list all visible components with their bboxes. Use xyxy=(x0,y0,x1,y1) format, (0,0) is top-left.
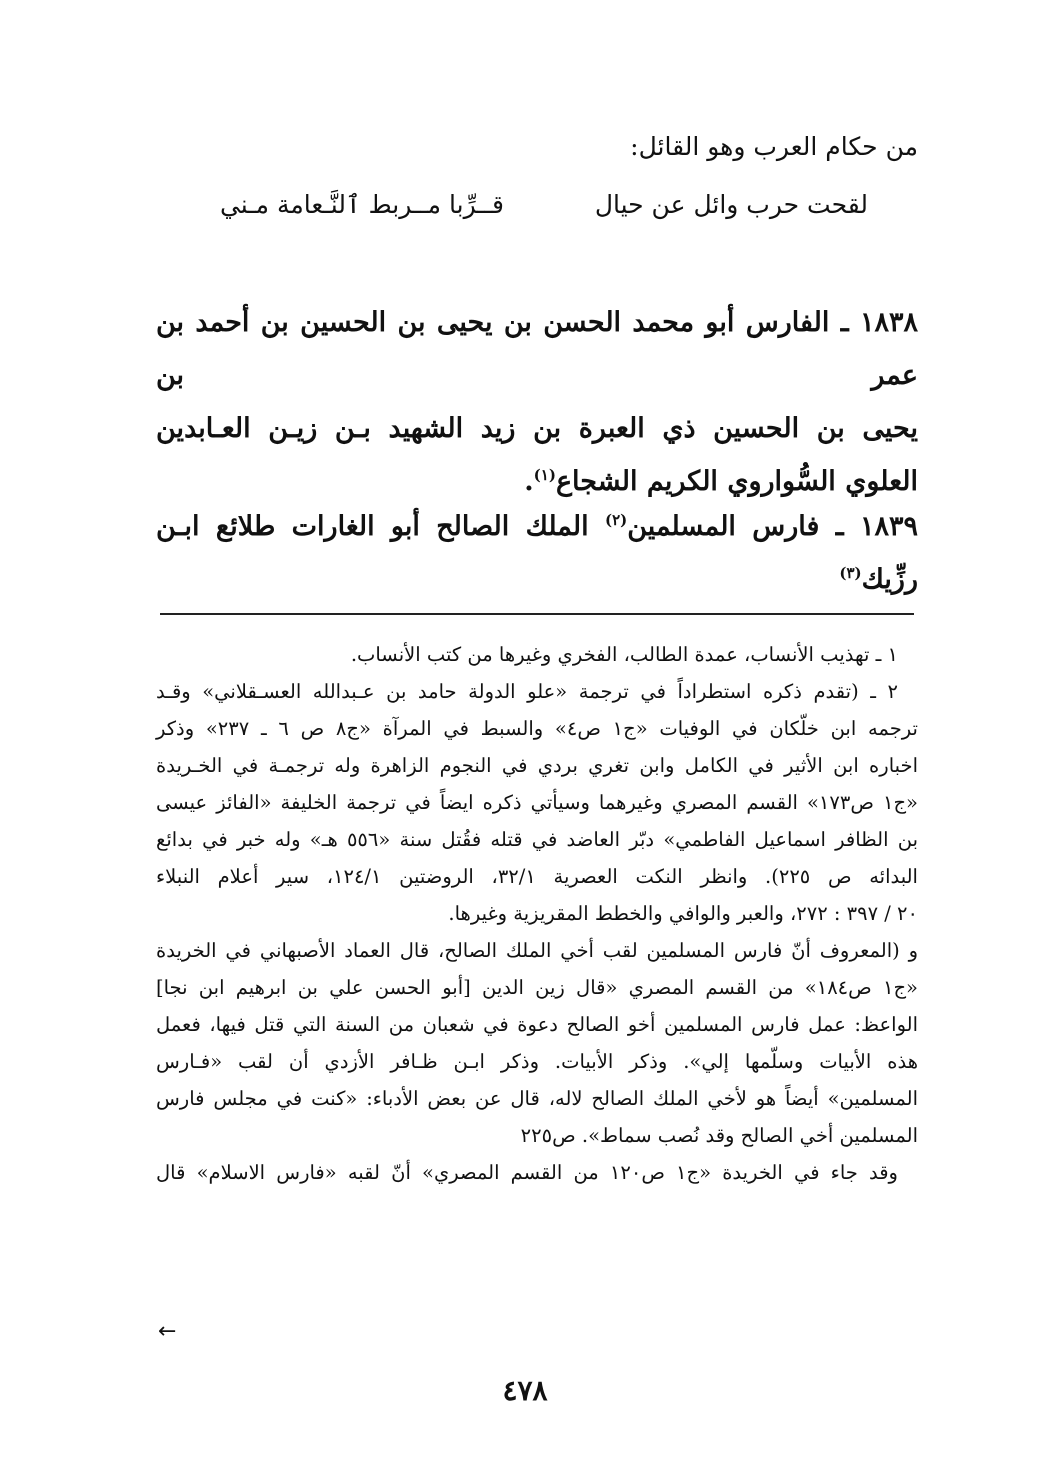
verse-first-hemistich: قــرِّبا مــربط ٱلنَّـعامة مـني xyxy=(219,190,504,219)
footnote-line: المسلمين أخي الصالح وقد نُصب سماط». ص٢٢٥ xyxy=(520,1124,918,1147)
entry-1838 xyxy=(156,296,918,508)
page-number: ٤٧٨ xyxy=(502,1374,548,1407)
footnote-line: «ج١ ص١٧٣» القسم المصري وغيرهما وسيأتي ذكره ايضاً في ترجمة الخليفة «الفائز عيسى xyxy=(156,791,918,814)
continue-arrow-icon: ← xyxy=(158,1319,177,1344)
footnote-line: و (المعروف أنّ فارس المسلمين لقب أخي الملك الصالح، قال العماد الأصبهاني في الخريدة xyxy=(156,939,918,962)
footnote-ref-3: (٣) xyxy=(839,564,862,582)
footnote-line: البدائه ص ٢٢٥). وانظر النكت العصرية ٣٢/١، الروضتين ١٢٤/١، سير أعلام النبلاء xyxy=(156,865,918,888)
footnotes xyxy=(156,636,918,1191)
entry-1839-text-b: الملك الصالح أبو الغارات طلائع ابـن رزِّيك xyxy=(156,511,918,595)
entry-1838-line-2: يحيى بن الحسين ذي العبرة بن زيد الشهيد بـن زيـن العـابدين xyxy=(156,413,918,444)
footnote-line: هذه الأبيات وسلّمها إلي». وذكر الأبيات. وذكر ابـن ظـافر الأزدي أن لقب «فـارس xyxy=(156,1050,918,1073)
entry-1838-line-1: ١٨٣٨ ـ الفارس أبو محمد الحسن بن يحيى بن الحسين بن أحمد بن عمر بن xyxy=(156,307,918,391)
footnote-divider xyxy=(160,613,914,615)
footnote-ref-1: (١) xyxy=(533,466,556,484)
footnote-line: ١ ـ تهذيب الأنساب، عمدة الطالب، الفخري وغيرها من كتب الأنساب. xyxy=(350,643,898,666)
footnote-line: الواعظ: عمل فارس المسلمين أخو الصالح دعوة في شعبان من السنة التي قتل فيها، فعمل xyxy=(156,1013,918,1036)
entry-1839 xyxy=(156,500,918,606)
entry-1839-text-a: ١٨٣٩ ـ فارس المسلمين xyxy=(627,511,918,542)
footnote-line: ٢٠ / ٣٩٧ : ٢٧٢، والعبر والوافي والخطط المقريزية وغيرها. xyxy=(448,902,918,925)
entry-1838-line-3: العلوي السُّواروي الكريم الشجاع$^{(١)}$. xyxy=(524,466,918,497)
intro-line: من حكام العرب وهو القائل: xyxy=(630,132,918,161)
footnote-line: «ج١ ص١٨٤» من القسم المصري «قال زين الدين [أبو الحسن علي بن ابرهيم ابن نجا] xyxy=(156,976,918,999)
footnote-line: المسلمين» أيضاً هو لأخي الملك الصالح لاله، قال عن بعض الأدباء: «كنت في مجلس فارس xyxy=(156,1087,918,1110)
footnote-line: وقد جاء في الخريدة «ج١ ص١٢٠ من القسم المصري» أنّ لقبه «فارس الاسلام» قال xyxy=(156,1161,898,1184)
entry-1839-line xyxy=(156,500,918,606)
verse-second-hemistich: لقحت حرب وائل عن حيال xyxy=(594,190,868,219)
footnote-ref-2: (٢) xyxy=(604,511,628,529)
footnote-line: ٢ ـ (تقدم ذكره استطراداً في ترجمة «علو الدولة حامد بن عـبدالله العسـقلاني» وقـد xyxy=(156,680,898,703)
entry-1838-line-3-text: العلوي السُّواروي الكريم الشجاع xyxy=(555,466,918,497)
footnote-line: اخباره ابن الأثير في الكامل وابن تغري بردي في النجوم الزاهرة وله ترجمـة في الخـريدة xyxy=(156,754,918,777)
footnote-line: ترجمه ابن خلّكان في الوفيات «ج١ ص٤» والسبط في المرآة «ج٨ ص ٦ ـ ٢٣٧» وذكر xyxy=(156,717,918,740)
footnote-line: بن الظافر اسماعيل الفاطمي» دبّر العاضد في قتله فقُتل سنة «٥٥٦ هـ» وله خبر في بدائع xyxy=(156,828,918,851)
